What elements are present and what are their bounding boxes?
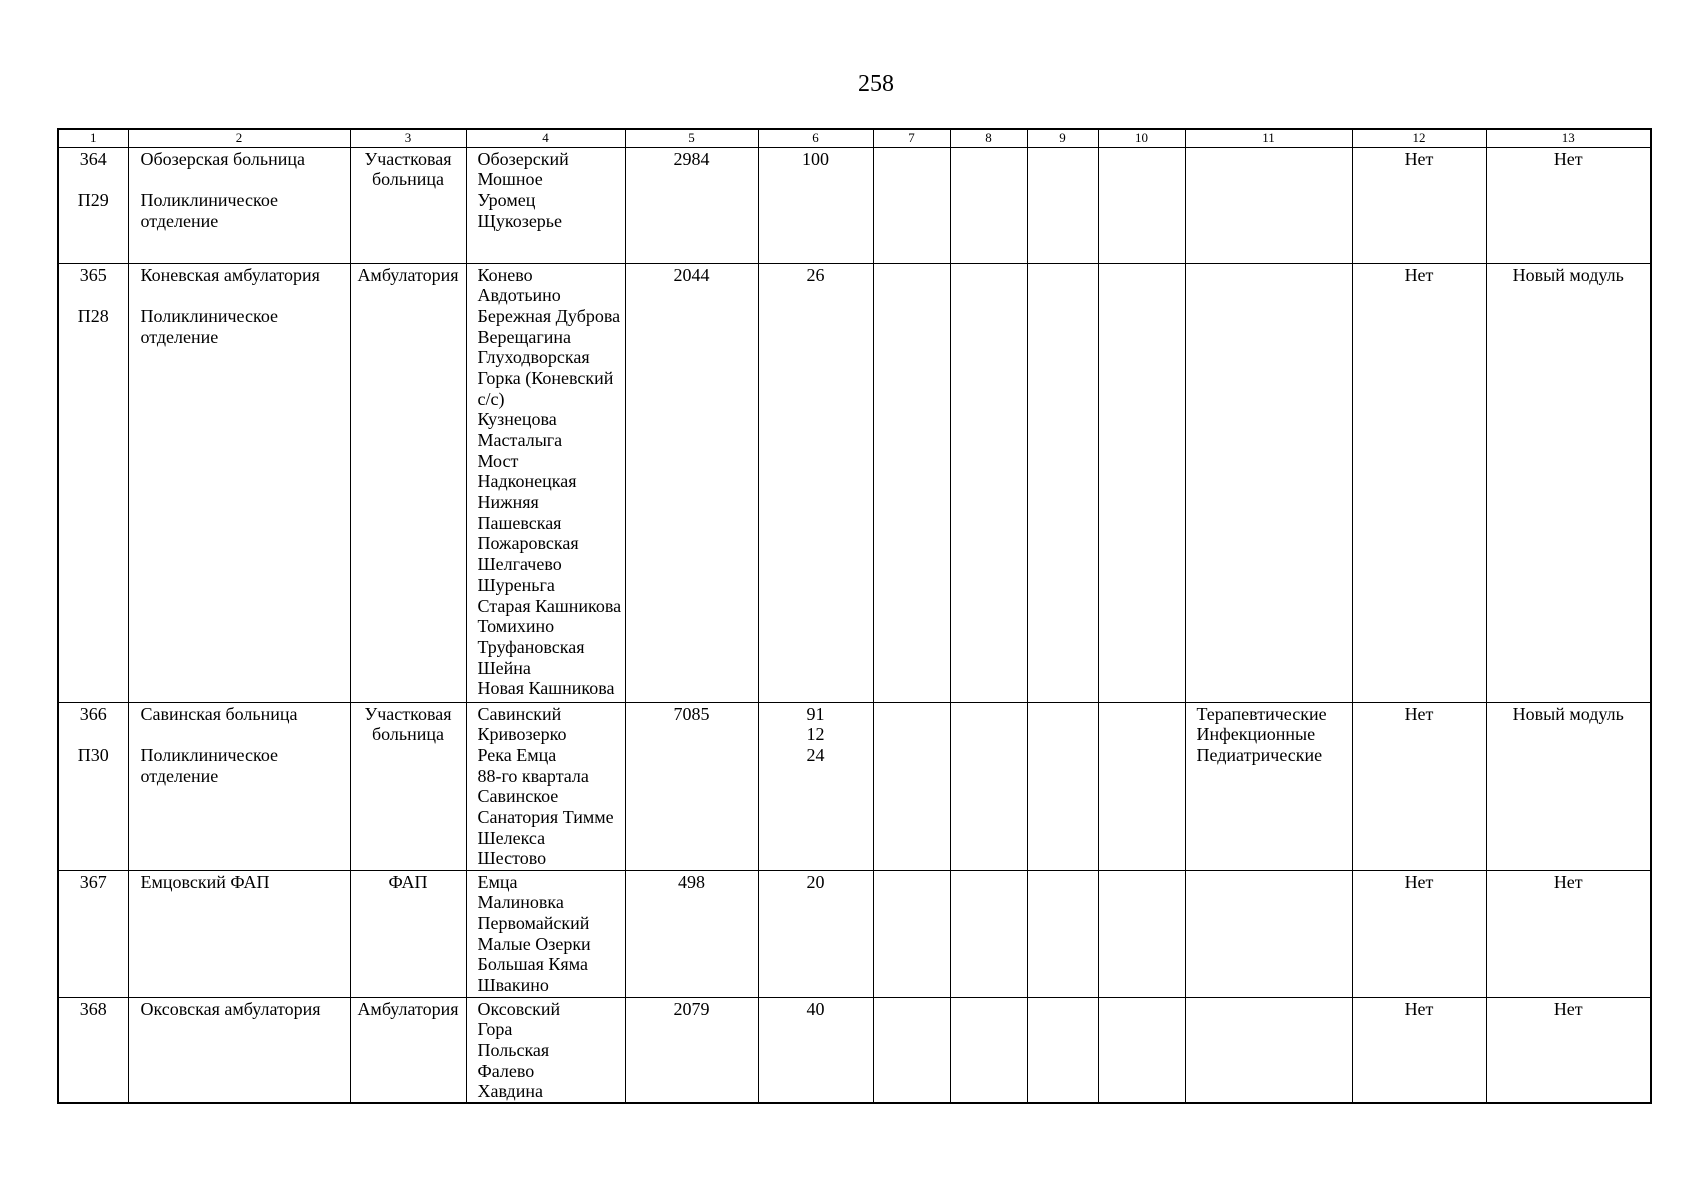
cell-line: Нет bbox=[1553, 871, 1583, 892]
cell-line: Малые Озерки bbox=[477, 933, 591, 954]
cell-col-10 bbox=[1098, 997, 1185, 1103]
cell-line: Шелгачево bbox=[477, 554, 562, 575]
cell-line: Бережная Дуброва bbox=[477, 305, 621, 326]
cell-line: Поликлиническое bbox=[140, 744, 279, 765]
cell-col-6 bbox=[758, 870, 873, 997]
cell-line: Санатория Тимме bbox=[477, 806, 614, 827]
cell-line: Шуреньга bbox=[477, 574, 555, 595]
cell-col-5 bbox=[625, 147, 758, 263]
cell-line: Поликлиническое bbox=[140, 305, 279, 326]
cell-col-1 bbox=[58, 263, 128, 702]
cell-line: Мост bbox=[477, 450, 519, 471]
cell-col-9 bbox=[1027, 997, 1098, 1103]
cell-col-4 bbox=[466, 702, 625, 870]
cell-col-1 bbox=[58, 147, 128, 263]
cell-col-2 bbox=[128, 870, 350, 997]
cell-col-6 bbox=[758, 147, 873, 263]
header-cell-9: 9 bbox=[1027, 129, 1098, 147]
cell-line: Инфекционные bbox=[1196, 724, 1316, 745]
cell-col-11 bbox=[1185, 702, 1352, 870]
cell-line: Уромец bbox=[477, 189, 536, 210]
cell-col-7 bbox=[873, 702, 950, 870]
cell-line: ФАП bbox=[388, 871, 428, 892]
cell-line: 366 bbox=[79, 703, 107, 724]
cell-line: Река Емца bbox=[477, 744, 557, 765]
line-spacer bbox=[141, 285, 350, 306]
cell-col-12 bbox=[1352, 147, 1486, 263]
cell-line: Участковая bbox=[364, 703, 452, 724]
cell-col-3 bbox=[350, 147, 466, 263]
cell-col-12 bbox=[1352, 870, 1486, 997]
header-cell-11: 11 bbox=[1185, 129, 1352, 147]
cell-col-10 bbox=[1098, 147, 1185, 263]
cell-col-10 bbox=[1098, 702, 1185, 870]
cell-col-7 bbox=[873, 870, 950, 997]
cell-col-7 bbox=[873, 263, 950, 702]
cell-line: 88-го квартала bbox=[477, 765, 589, 786]
cell-col-9 bbox=[1027, 263, 1098, 702]
cell-col-2 bbox=[128, 263, 350, 702]
cell-col-6 bbox=[758, 997, 873, 1103]
cell-col-11 bbox=[1185, 147, 1352, 263]
cell-line: 40 bbox=[806, 998, 825, 1019]
cell-line: Верещагина bbox=[477, 326, 571, 347]
table-row bbox=[58, 997, 1651, 1103]
cell-line: отделение bbox=[140, 765, 219, 786]
cell-col-12 bbox=[1352, 263, 1486, 702]
header-cell-6: 6 bbox=[758, 129, 873, 147]
cell-line: с/с) bbox=[477, 388, 505, 409]
cell-line: Новая Кашникова bbox=[477, 678, 615, 699]
cell-line: Гора bbox=[477, 1019, 513, 1040]
cell-line: Польская bbox=[477, 1039, 550, 1060]
cell-col-5 bbox=[625, 997, 758, 1103]
line-spacer bbox=[59, 724, 128, 745]
cell-col-8 bbox=[950, 147, 1027, 263]
table-row bbox=[58, 870, 1651, 997]
cell-line: Обозерская больница bbox=[140, 148, 305, 169]
line-spacer bbox=[141, 724, 350, 745]
cell-line: Нет bbox=[1404, 703, 1434, 724]
cell-col-2 bbox=[128, 997, 350, 1103]
cell-line: Савинский bbox=[477, 703, 562, 724]
cell-col-5 bbox=[625, 870, 758, 997]
table-header bbox=[58, 129, 1651, 147]
cell-line: 100 bbox=[802, 148, 829, 169]
cell-line: 367 bbox=[79, 871, 107, 892]
cell-line: 2079 bbox=[673, 998, 710, 1019]
cell-col-4 bbox=[466, 997, 625, 1103]
cell-line: Мошное bbox=[477, 169, 543, 190]
cell-line: Швакино bbox=[477, 974, 549, 995]
header-cell-8: 8 bbox=[950, 129, 1027, 147]
cell-line: отделение bbox=[140, 326, 219, 347]
header-cell-3: 3 bbox=[350, 129, 466, 147]
page-number: 258 bbox=[858, 71, 894, 97]
cell-line: Нет bbox=[1553, 148, 1583, 169]
header-row bbox=[58, 129, 1651, 147]
cell-col-6 bbox=[758, 263, 873, 702]
cell-col-1 bbox=[58, 997, 128, 1103]
cell-line: Амбулатория bbox=[357, 264, 459, 285]
cell-col-13 bbox=[1486, 870, 1651, 997]
cell-line: больница bbox=[372, 724, 444, 745]
header-cell-2: 2 bbox=[128, 129, 350, 147]
line-spacer bbox=[59, 285, 128, 306]
cell-col-10 bbox=[1098, 263, 1185, 702]
cell-line: 91 bbox=[806, 703, 825, 724]
cell-col-8 bbox=[950, 997, 1027, 1103]
cell-col-2 bbox=[128, 702, 350, 870]
cell-line: Пожаровская bbox=[477, 533, 579, 554]
data-table bbox=[57, 128, 1652, 1104]
cell-line: 368 bbox=[79, 998, 107, 1019]
cell-col-3 bbox=[350, 870, 466, 997]
cell-line: П28 bbox=[77, 305, 109, 326]
cell-line: Оксовский bbox=[477, 998, 561, 1019]
cell-line: Участковая bbox=[364, 148, 452, 169]
header-cell-10: 10 bbox=[1098, 129, 1185, 147]
cell-line: Горка (Коневский bbox=[477, 367, 614, 388]
cell-line: Малиновка bbox=[477, 892, 564, 913]
cell-line: Савинская больница bbox=[140, 703, 298, 724]
line-spacer bbox=[59, 169, 128, 190]
cell-line: Шестово bbox=[477, 848, 547, 869]
cell-col-3 bbox=[350, 997, 466, 1103]
cell-line: Савинское bbox=[477, 786, 559, 807]
cell-line: больница bbox=[372, 169, 444, 190]
cell-col-2 bbox=[128, 147, 350, 263]
cell-line: Кривозерко bbox=[477, 724, 567, 745]
header-cell-12: 12 bbox=[1352, 129, 1486, 147]
cell-line: Труфановская bbox=[477, 636, 585, 657]
cell-line: 20 bbox=[806, 871, 825, 892]
cell-line: Нет bbox=[1553, 998, 1583, 1019]
cell-line: Оксовская амбулатория bbox=[140, 998, 321, 1019]
cell-line: Нет bbox=[1404, 148, 1434, 169]
cell-line: Кузнецова bbox=[477, 409, 557, 430]
cell-line: Новый модуль bbox=[1512, 264, 1624, 285]
cell-line: Емца bbox=[477, 871, 518, 892]
cell-line: 2044 bbox=[673, 264, 710, 285]
cell-line: Масталыга bbox=[477, 430, 563, 450]
cell-col-5 bbox=[625, 263, 758, 702]
cell-line: Нижняя bbox=[477, 492, 539, 513]
cell-col-7 bbox=[873, 997, 950, 1103]
cell-line: 365 bbox=[79, 264, 107, 285]
cell-col-9 bbox=[1027, 870, 1098, 997]
cell-line: 12 bbox=[806, 724, 825, 745]
cell-col-13 bbox=[1486, 997, 1651, 1103]
cell-line: Педиатрические bbox=[1196, 744, 1323, 765]
cell-col-12 bbox=[1352, 997, 1486, 1103]
table-row bbox=[58, 263, 1651, 702]
cell-col-10 bbox=[1098, 870, 1185, 997]
cell-line: Коневская амбулатория bbox=[140, 264, 320, 285]
cell-col-3 bbox=[350, 263, 466, 702]
cell-line: 24 bbox=[806, 744, 825, 765]
cell-col-11 bbox=[1185, 997, 1352, 1103]
cell-line: П30 bbox=[77, 744, 109, 765]
cell-col-3 bbox=[350, 702, 466, 870]
cell-col-13 bbox=[1486, 147, 1651, 263]
cell-line: Шейна bbox=[477, 657, 531, 678]
cell-line: Терапевтические bbox=[1196, 703, 1327, 724]
cell-line: Обозерский bbox=[477, 148, 569, 169]
cell-col-11 bbox=[1185, 870, 1352, 997]
header-cell-13: 13 bbox=[1486, 129, 1651, 147]
cell-col-5 bbox=[625, 702, 758, 870]
cell-col-8 bbox=[950, 702, 1027, 870]
cell-line: Шелекса bbox=[477, 827, 546, 848]
cell-line: Емцовский ФАП bbox=[140, 871, 270, 892]
cell-col-13 bbox=[1486, 702, 1651, 870]
cell-col-4 bbox=[466, 870, 625, 997]
cell-col-13 bbox=[1486, 263, 1651, 702]
header-cell-5: 5 bbox=[625, 129, 758, 147]
cell-line: 498 bbox=[678, 871, 705, 892]
cell-col-4 bbox=[466, 147, 625, 263]
cell-line: Хавдина bbox=[477, 1081, 543, 1102]
cell-col-11 bbox=[1185, 263, 1352, 702]
cell-col-1 bbox=[58, 870, 128, 997]
cell-line: отделение bbox=[140, 210, 219, 231]
cell-line: 2984 bbox=[673, 148, 710, 169]
cell-line: Фалево bbox=[477, 1060, 535, 1081]
cell-line: Авдотьино bbox=[477, 285, 561, 306]
cell-col-12 bbox=[1352, 702, 1486, 870]
cell-col-6 bbox=[758, 702, 873, 870]
header-cell-4: 4 bbox=[466, 129, 625, 147]
cell-col-1 bbox=[58, 702, 128, 870]
cell-col-8 bbox=[950, 870, 1027, 997]
cell-line: 7085 bbox=[673, 703, 710, 724]
cell-line: Щукозерье bbox=[477, 210, 563, 231]
table-body bbox=[58, 147, 1651, 1103]
cell-line: Новый модуль bbox=[1512, 703, 1624, 724]
cell-col-7 bbox=[873, 147, 950, 263]
cell-line: Поликлиническое bbox=[140, 189, 279, 210]
cell-line: Нет bbox=[1404, 998, 1434, 1019]
cell-line: Конево bbox=[477, 264, 533, 285]
cell-line: Нет bbox=[1404, 264, 1434, 285]
cell-line: Первомайский bbox=[477, 912, 590, 933]
header-cell-7: 7 bbox=[873, 129, 950, 147]
line-spacer bbox=[141, 169, 350, 190]
cell-line: Томихино bbox=[477, 616, 555, 637]
table-row bbox=[58, 702, 1651, 870]
cell-line: Старая Кашникова bbox=[477, 595, 622, 616]
cell-line: Амбулатория bbox=[357, 998, 459, 1019]
cell-line: 26 bbox=[806, 264, 825, 285]
header-cell-1: 1 bbox=[58, 129, 128, 147]
cell-col-8 bbox=[950, 263, 1027, 702]
cell-col-4 bbox=[466, 263, 625, 702]
cell-col-9 bbox=[1027, 147, 1098, 263]
cell-col-9 bbox=[1027, 702, 1098, 870]
cell-line: Большая Кяма bbox=[477, 954, 588, 975]
cell-line: Глуходворская bbox=[477, 347, 590, 368]
cell-line: Надконецкая bbox=[477, 471, 577, 492]
cell-line: П29 bbox=[77, 189, 109, 210]
cell-line: Нет bbox=[1404, 871, 1434, 892]
cell-line: 364 bbox=[79, 148, 107, 169]
cell-line: Пашевская bbox=[477, 512, 562, 533]
table-row bbox=[58, 147, 1651, 263]
